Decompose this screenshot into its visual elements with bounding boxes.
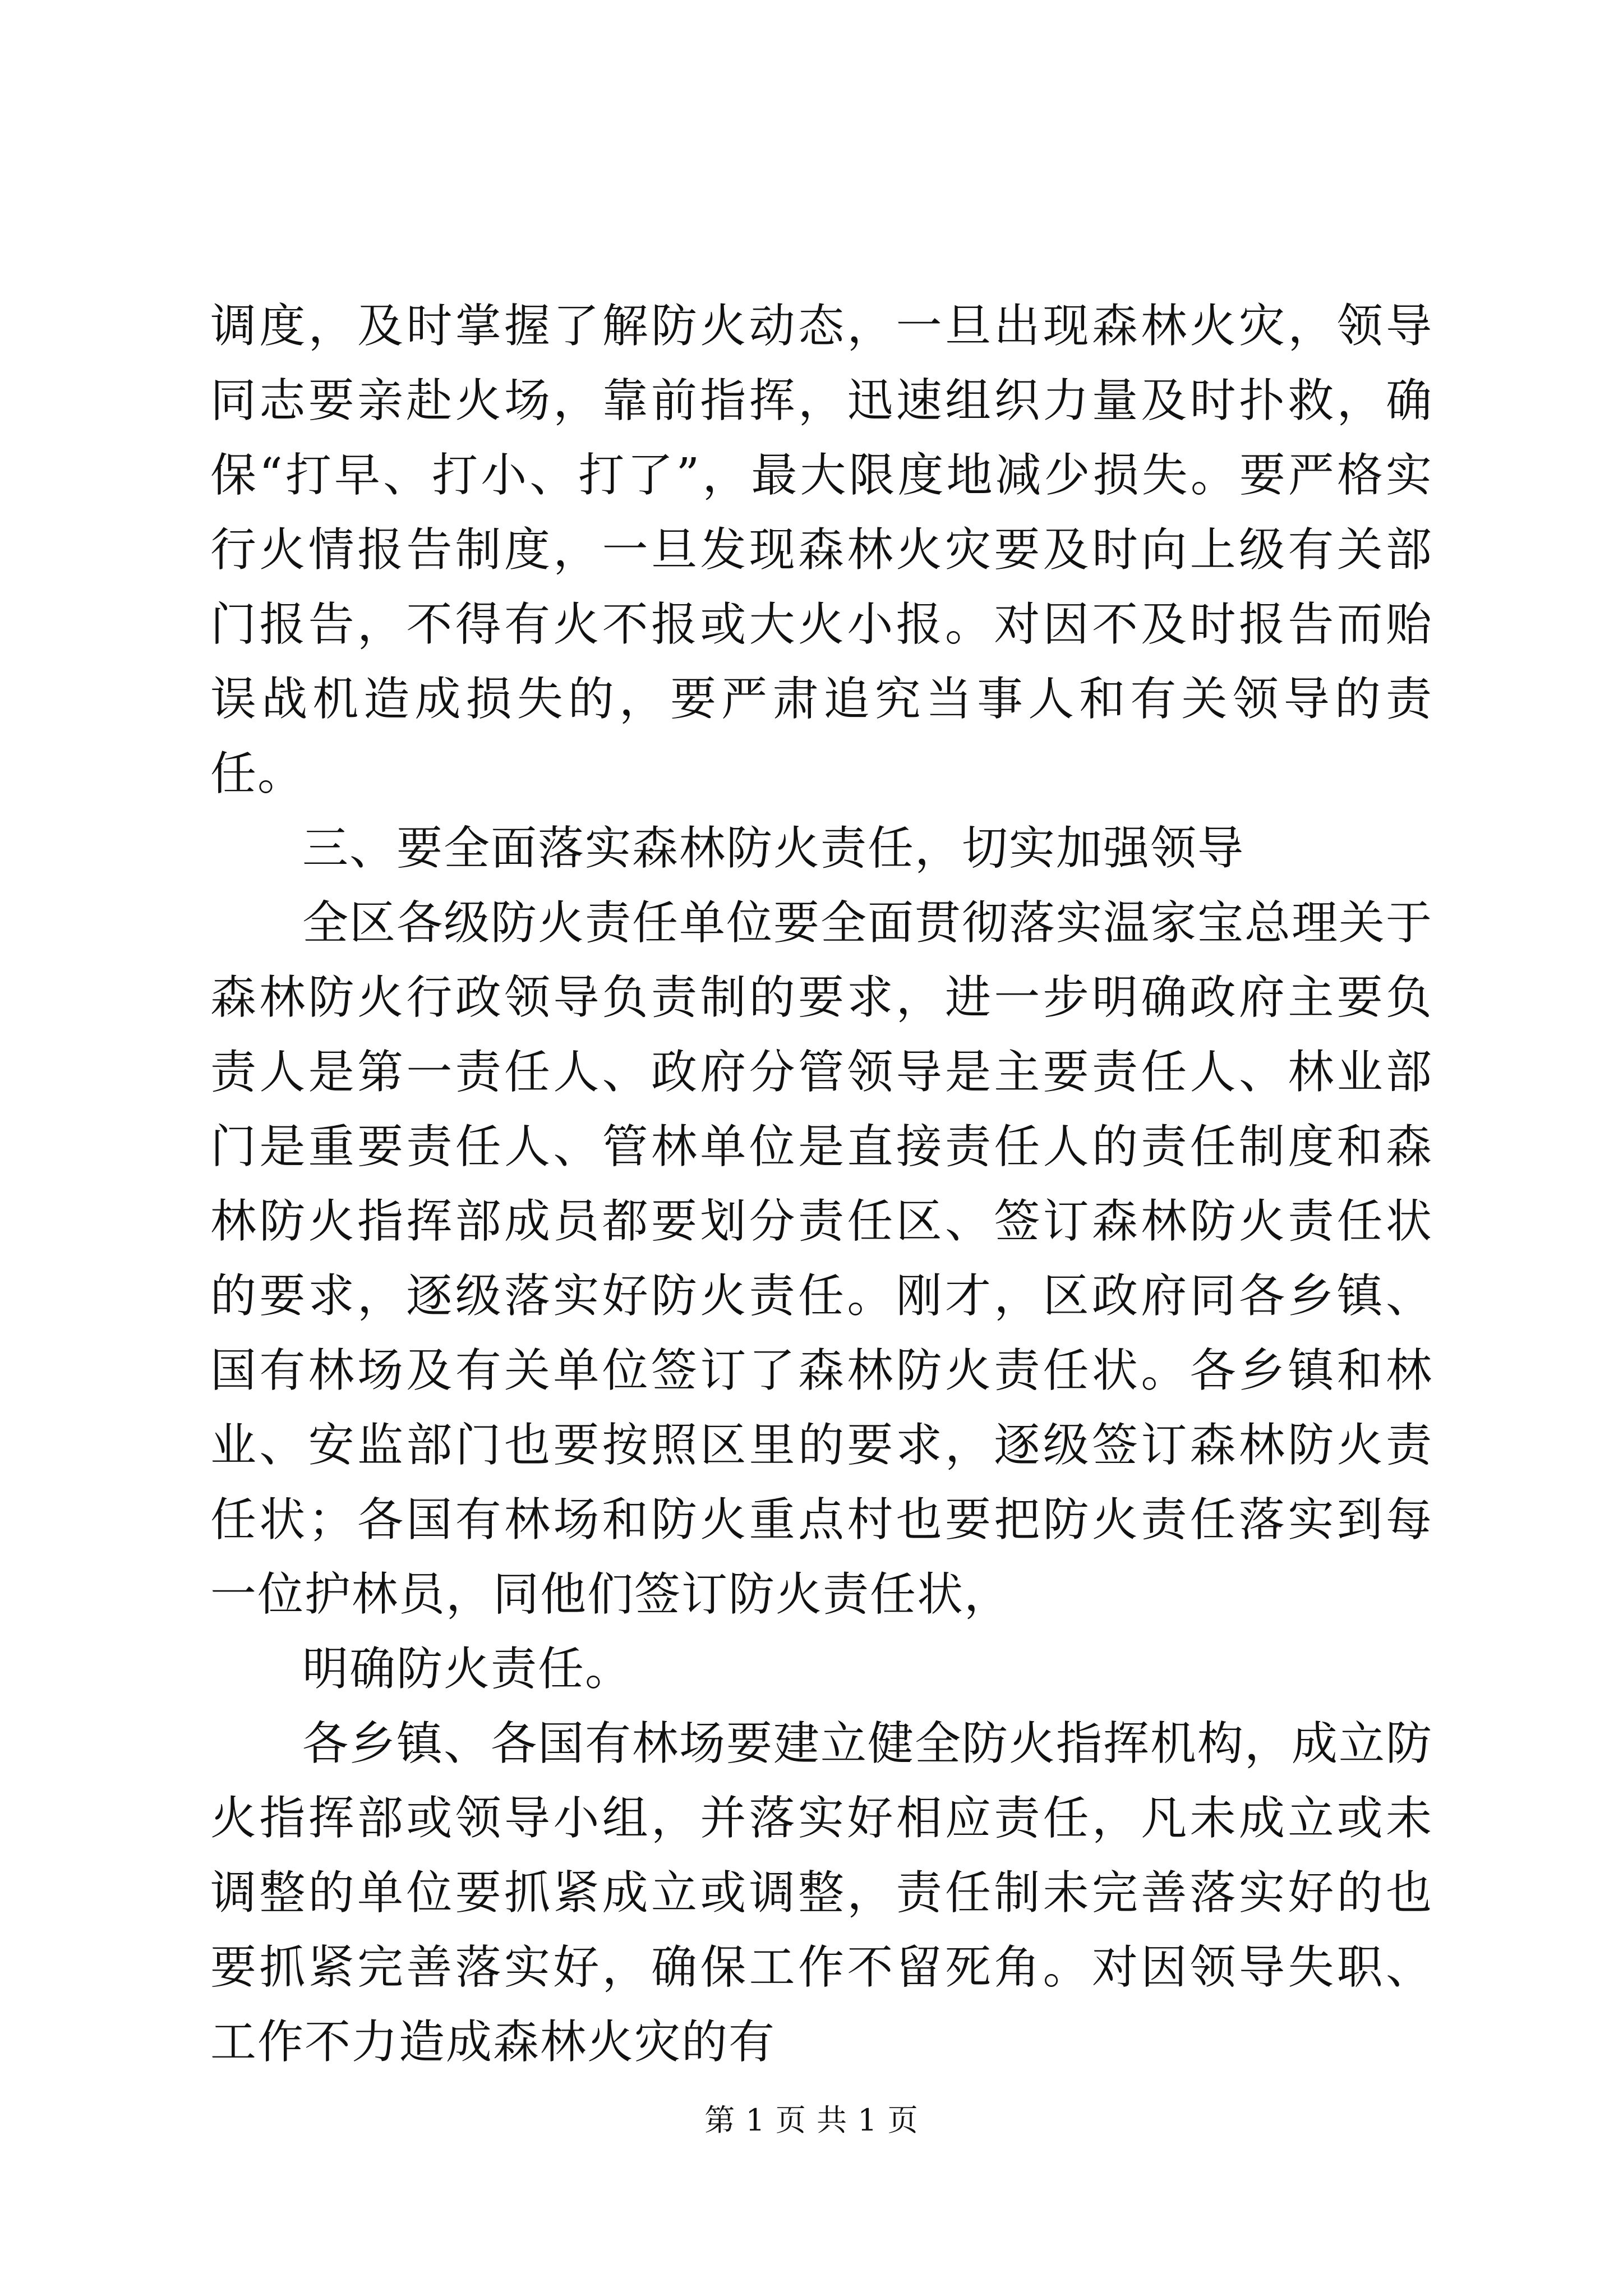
page-footer: 第 1 页 共 1 页 [704,2102,919,2138]
paragraph-3: 明确防火责任。 [302,1642,633,1696]
paragraph-4: 各乡镇、各国有林场要建立健全防火指挥机构，成立防火指挥部或领导小组，并落实好相应责任，凡未成立或未调整的单位要抓紧成立或调整，责任制未完善落实好的也要抓紧完善落实好，确保工作不留死角。对因领导失职、工作不力造成森林火灾的有 [210,1717,1433,2069]
paragraph-2: 全区各级防火责任单位要全面贯彻落实温家宝总理关于森林防火行政领导负责制的要求，进一步明确政府主要负责人是第一责任人、政府分管领导是主要责任人、林业部门是重要责任人、管林单位是直接责任人的责任制度和森林防火指挥部成员都要划分责任区、签订森林防火责任状的要求，逐级落实好防火责任。刚才，区政府同各乡镇、国有林场及有关单位签订了森林防火责任状。各乡镇和林业、安监部门也要按照区里的要求，逐级签订森林防火责任状；各国有林场和防火重点村也要把防火责任落实到每一位护林员，同他们签订防火责任状， [210,896,1433,1621]
document-body [210,289,1433,2079]
section-heading: 三、要全面落实森林防火责任，切实加强领导 [302,822,1245,875]
paragraph-1: 调度，及时掌握了解防火动态，一旦出现森林火灾，领导同志要亲赴火场，靠前指挥，迅速组织力量及时扑救，确保“打早、打小、打了”，最大限度地减少损失。要严格实行火情报告制度，一旦发现森林火灾要及时向上级有关部门报告，不得有火不报或大火小报。对因不及时报告而贻误战机造成损失的，要严肃追究当事人和有关领导的责任。 [210,300,1433,800]
